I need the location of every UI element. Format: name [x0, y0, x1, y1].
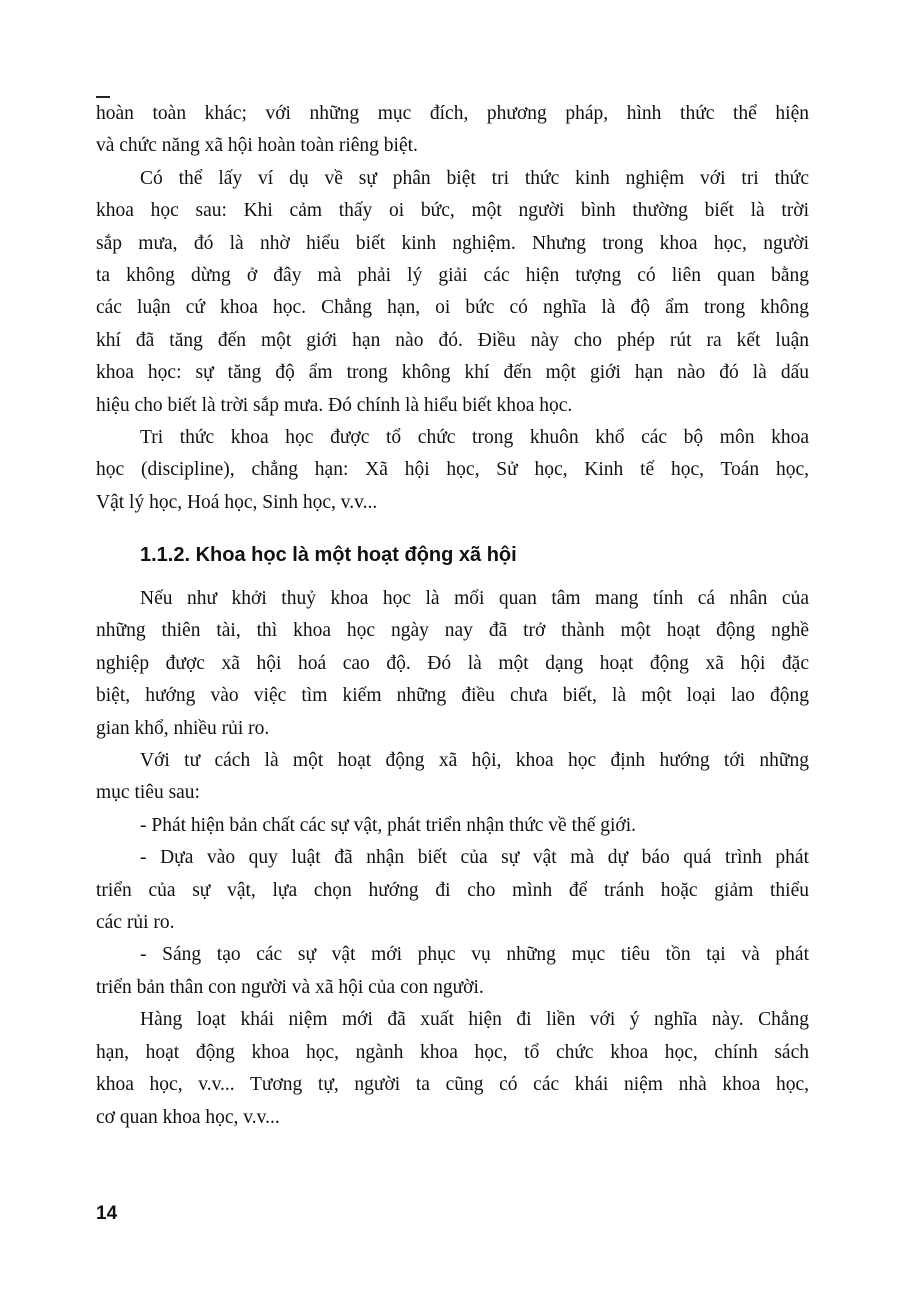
- text-line: hoàn toàn khác; với những mục đích, phương pháp, hình thức thể hiện: [96, 103, 809, 124]
- text-line: ta không dừng ở đây mà phải lý giải các hiện tượng có liên quan bằng: [96, 265, 809, 287]
- text-line: Có thể lấy ví dụ về sự phân biệt tri thức kinh nghiệm với tri thức: [140, 167, 809, 189]
- text-line: khí đã tăng đến một giới hạn nào đó. Điều này cho phép rút ra kết luận: [96, 329, 809, 351]
- text-line: học (discipline), chẳng hạn: Xã hội học, Sử học, Kinh tế học, Toán học,: [96, 459, 809, 481]
- text-line: các luận cứ khoa học. Chẳng hạn, oi bức có nghĩa là độ ẩm trong không: [96, 297, 809, 319]
- text-line: khoa học sau: Khi cảm thấy oi bức, một người bình thường biết là trời: [96, 200, 809, 222]
- paragraph-example: [96, 163, 809, 422]
- bullet-goal-1: [96, 810, 809, 842]
- bullet-goal-3: [96, 939, 809, 1004]
- text-line: khoa học, v.v... Tương tự, người ta cũng có các khái niệm nhà khoa học,: [96, 1074, 809, 1096]
- text-line: khoa học: sự tăng độ ẩm trong không khí đến một giới hạn nào đó là dấu: [96, 362, 809, 384]
- text-line: Vật lý học, Hoá học, Sinh học, v.v...: [96, 491, 378, 513]
- text-line: mục tiêu sau:: [96, 782, 200, 804]
- paragraph-social-activity: [96, 583, 809, 745]
- text-line: Với tư cách là một hoạt động xã hội, khoa học định hướng tới những: [140, 750, 809, 772]
- section-heading: 1.1.2. Khoa học là một hoạt động xã hội: [140, 544, 517, 566]
- bullet-goal-2: [96, 842, 809, 939]
- text-line: - Dựa vào quy luật đã nhận biết của sự vật mà dự báo quá trình phát: [140, 847, 809, 869]
- text-line: hiệu cho biết là trời sắp mưa. Đó chính là hiểu biết khoa học.: [96, 394, 573, 416]
- text-line: cơ quan khoa học, v.v...: [96, 1106, 280, 1128]
- text-line: gian khổ, nhiều rủi ro.: [96, 717, 270, 739]
- text-line: hạn, hoạt động khoa học, ngành khoa học, tổ chức khoa học, chính sách: [96, 1041, 809, 1063]
- text-block-bottom: [96, 583, 809, 1134]
- paragraph-new-concepts: [96, 1004, 809, 1134]
- paragraph-disciplines: [96, 422, 809, 519]
- text-line: biệt, hướng vào việc tìm kiếm những điều chưa biết, là một loại lao động: [96, 685, 809, 707]
- text-line: triển bản thân con người và xã hội của con người.: [96, 976, 484, 998]
- paragraph-goals-intro: [96, 745, 809, 810]
- text-block-top: [96, 98, 809, 519]
- text-line: các rủi ro.: [96, 912, 175, 934]
- text-line: sắp mưa, đó là nhờ hiểu biết kinh nghiệm. Nhưng trong khoa học, người: [96, 232, 809, 254]
- paragraph-intro-continued: [96, 98, 809, 163]
- text-line: Hàng loạt khái niệm mới đã xuất hiện đi liền với ý nghĩa này. Chẳng: [140, 1009, 809, 1031]
- text-line: - Sáng tạo các sự vật mới phục vụ những mục tiêu tồn tại và phát: [140, 944, 809, 966]
- text-line: triển của sự vật, lựa chọn hướng đi cho mình để tránh hoặc giảm thiểu: [96, 879, 809, 901]
- page-number: 14: [96, 1203, 118, 1224]
- text-line: Tri thức khoa học được tổ chức trong khuôn khổ các bộ môn khoa: [140, 427, 809, 449]
- text-line: và chức năng xã hội hoàn toàn riêng biệt.: [96, 135, 418, 157]
- text-line: những thiên tài, thì khoa học ngày nay đã trở thành một hoạt động nghề: [96, 620, 809, 642]
- text-line: - Phát hiện bản chất các sự vật, phát triển nhận thức về thế giới.: [140, 814, 637, 836]
- text-line: nghiệp được xã hội hoá cao độ. Đó là một dạng hoạt động xã hội đặc: [96, 652, 809, 674]
- text-line: Nếu như khởi thuỷ khoa học là mối quan tâm mang tính cá nhân của: [140, 588, 809, 609]
